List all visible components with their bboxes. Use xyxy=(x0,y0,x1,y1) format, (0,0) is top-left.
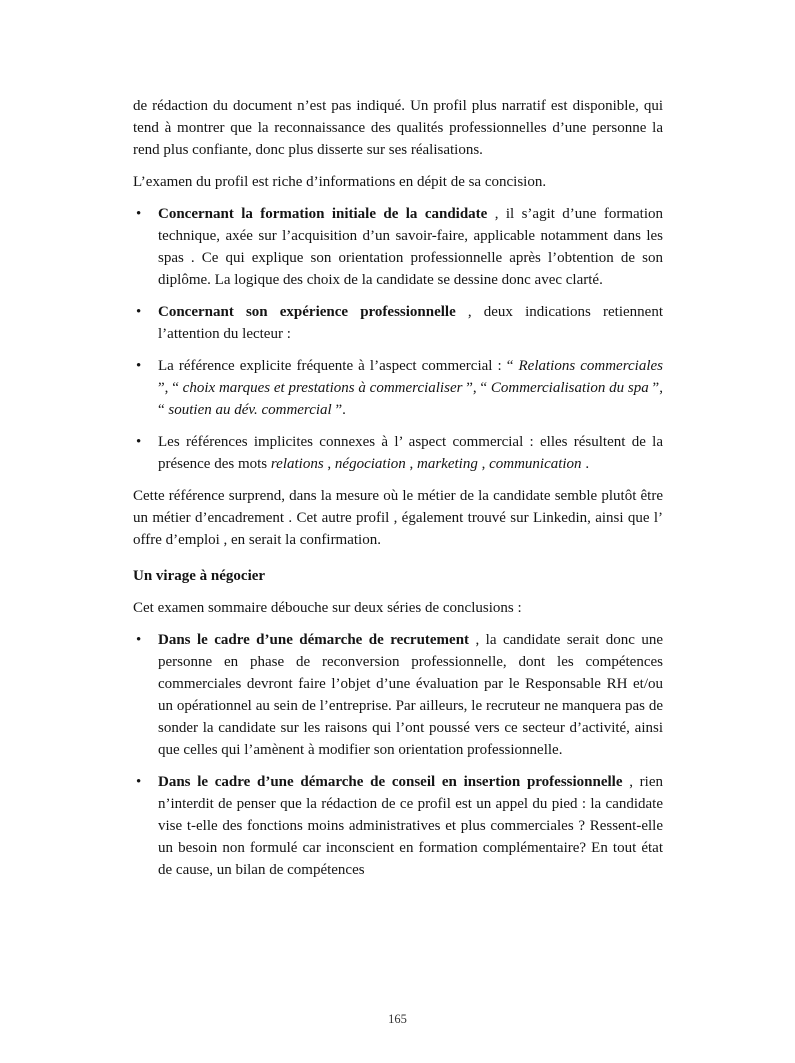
paragraph: Cette référence surprend, dans la mesure où le métier de la candidate semble plutôt être un métier d’encadrement . Cet autre profil , également trouvé sur Linkedin, ainsi que l’ offre d’emploi , en serait la confirmation. xyxy=(133,488,663,548)
page-content xyxy=(133,95,663,891)
bullet-marker: • xyxy=(136,206,142,222)
list-item xyxy=(133,771,663,881)
list-item-text: Concernant la formation initiale de la candidate , il s’agit d’une formation technique, axée sur l’acquisition d’un savoir-faire, applicable notamment dans les spas . Ce qui explique son orientation professionnelle après l’obtention de son diplôme. La logique des choix de la candidate se dessine donc avec clarté. xyxy=(158,206,663,288)
page-number: 165 xyxy=(388,1012,407,1026)
list-item xyxy=(133,431,663,475)
list-item-text: Dans le cadre d’une démarche de conseil en insertion professionnelle , rien n’interdit de penser que la rédaction de ce profil est un appel du pied : la candidate vise t-elle des fonctions moins administratives et plus commerciales ? Ressent-elle un besoin non formulé car inconscient en formation complémentaire? En tout état de cause, un bilan de compétences xyxy=(158,774,663,878)
paragraph: L’examen du profil est riche d’informations en dépit de sa concision. xyxy=(133,174,547,190)
paragraph: Cet examen sommaire débouche sur deux séries de conclusions : xyxy=(133,600,522,616)
list-item-text: La référence explicite fréquente à l’aspect commercial : “ Relations commerciales ”, “ choix marques et prestations à commercialiser ”, “ Commercialisation du spa ”, “ soutien au dév. commercial ”. xyxy=(158,358,663,418)
bullet-marker: • xyxy=(136,304,142,320)
bullet-marker: • xyxy=(136,434,142,450)
list-item xyxy=(133,203,663,291)
list-item-text: Les références implicites connexes à l’ aspect commercial : elles résultent de la présence des mots relations , négociation , marketing , communication . xyxy=(158,434,663,472)
list-item-text: Concernant son expérience professionnelle , deux indications retiennent l’attention du lecteur : xyxy=(158,304,663,342)
paragraph: de rédaction du document n’est pas indiqué. Un profil plus narratif est disponible, qui tend à montrer que la reconnaissance des qualités professionnelles d’une personne la rend plus confiante, donc plus disserte sur ses réalisations. xyxy=(133,98,663,158)
bullet-marker: • xyxy=(136,358,142,374)
list-item-text: Dans le cadre d’une démarche de recrutement , la candidate serait donc une personne en phase de reconversion professionnelle, dont les compétences commerciales devront faire l’objet d’une évaluation par le Responsable RH et/ou un opérationnel au sein de l’entreprise. Par ailleurs, le recruteur ne manquera pas de sonder la candidate sur les raisons qui l’ont poussé vers ce secteur d’activité, ainsi que celles qui l’amènent à modifier son orientation professionnelle. xyxy=(158,632,664,758)
section-heading: Un virage à négocier xyxy=(133,568,266,584)
bullet-marker: • xyxy=(136,774,142,790)
list-item xyxy=(133,355,663,421)
list-item xyxy=(133,301,663,345)
bullet-marker: • xyxy=(136,632,142,648)
list-item xyxy=(133,629,663,761)
page-footer xyxy=(0,1012,795,1027)
